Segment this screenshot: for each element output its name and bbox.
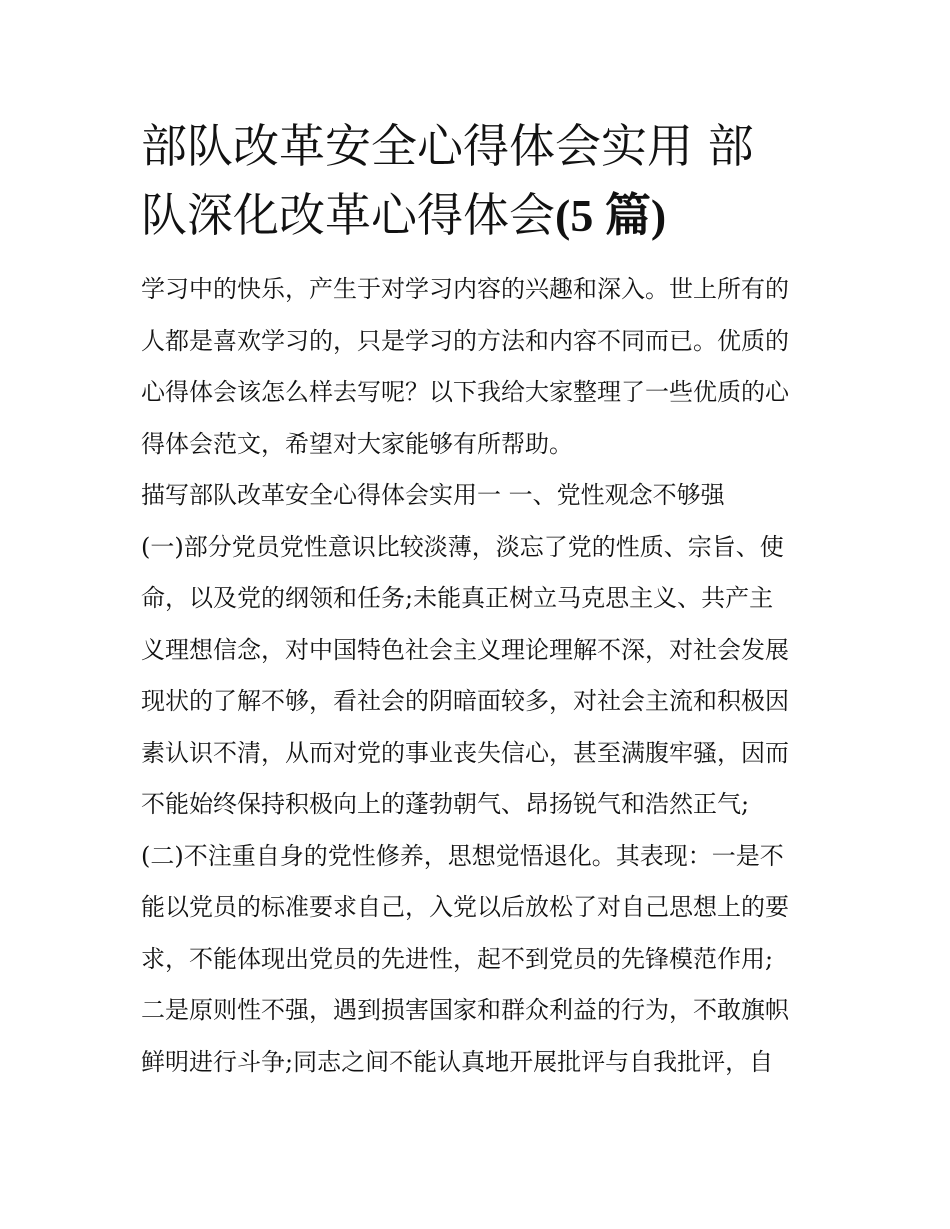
point-1-line: 命，以及党的纲领和任务;未能真正树立马克思主义、共产主	[141, 584, 774, 612]
point-2-line: 求，不能体现出党员的先进性，起不到党员的先锋模范作用;	[141, 944, 774, 973]
title-line-2-text: 队深化改革心得体会	[141, 188, 555, 242]
section-heading-text: 描写部队改革安全心得体会实用一 一、党性观念不够强	[141, 481, 725, 509]
point-1-line: (一)部分党员党性意识比较淡薄，淡忘了党的性质、宗旨、使	[141, 532, 784, 561]
point-2-paragraph	[141, 831, 813, 1089]
point-1-line: 不能始终保持积极向上的蓬勃朝气、昂扬锐气和浩然正气;	[141, 790, 750, 818]
point-2-line: 二是原则性不强，遇到损害国家和群众利益的行为，不敢旗帜	[141, 996, 789, 1024]
intro-paragraph	[141, 264, 813, 470]
point-1-paragraph	[141, 522, 813, 831]
point-1-line: 现状的了解不够，看社会的阴暗面较多，对社会主流和积极因	[141, 687, 789, 715]
document-title	[141, 112, 813, 250]
point-1-line: 素认识不清，从而对党的事业丧失信心，甚至满腹牢骚，因而	[141, 738, 789, 767]
point-2-line: (二)不注重自身的党性修养，思想觉悟退化。其表现：一是不	[141, 841, 784, 870]
title-line-1: 部队改革安全心得体会实用 部	[141, 119, 754, 173]
intro-line: 人都是喜欢学习的，只是学习的方法和内容不同而已。优质的	[141, 326, 789, 355]
document-body	[141, 112, 813, 1088]
intro-line: 学习中的快乐，产生于对学习内容的兴趣和深入。世上所有的	[141, 275, 789, 303]
intro-line: 心得体会该怎么样去写呢？以下我给大家整理了一些优质的心	[141, 378, 789, 406]
title-count: (5 篇)	[555, 190, 667, 241]
point-2-line: 鲜明进行斗争;同志之间不能认真地开展批评与自我批评，自	[141, 1047, 774, 1076]
intro-line: 得体会范文，希望对大家能够有所帮助。	[141, 429, 573, 458]
section-heading	[141, 470, 813, 522]
title-line-2	[141, 181, 813, 250]
point-2-line: 能以党员的标准要求自己，入党以后放松了对自己思想上的要	[141, 893, 789, 921]
point-1-line: 义理想信念，对中国特色社会主义理论理解不深，对社会发展	[141, 635, 789, 664]
